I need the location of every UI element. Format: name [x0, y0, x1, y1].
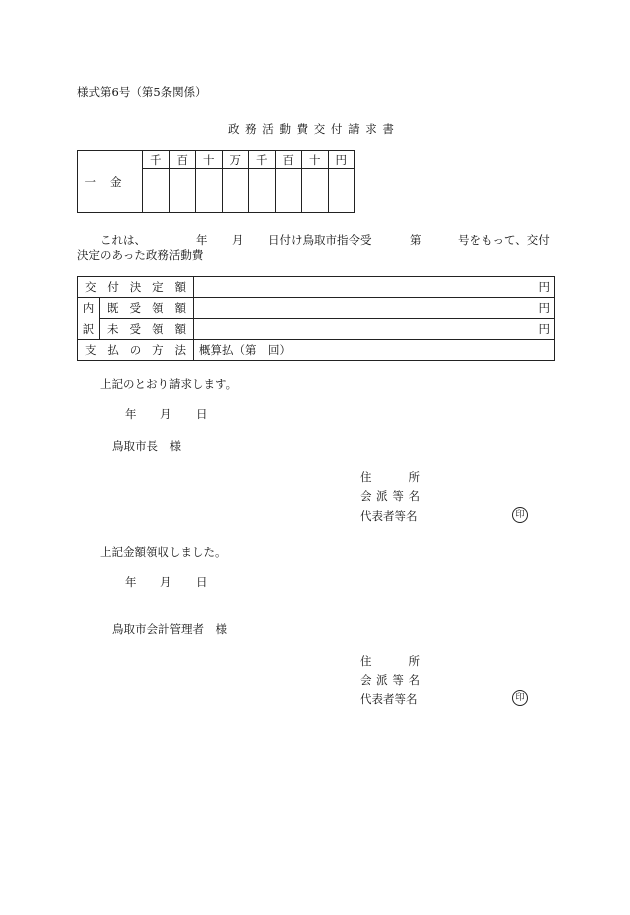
form-number: 様式第6号（第5条関係） — [77, 85, 207, 99]
decided-amount-field[interactable]: 円 — [194, 277, 555, 298]
digit-header: 千 — [249, 151, 276, 169]
decided-amount-label: 交付決定額 — [78, 277, 194, 298]
received-amount-field[interactable]: 円 — [194, 298, 555, 319]
digit-header: 百 — [169, 151, 196, 169]
intro-month: 月 — [232, 233, 244, 247]
digit-header: 千 — [143, 151, 170, 169]
payment-method-label: 支払の方法 — [78, 340, 194, 361]
receipt-date-month: 月 — [160, 575, 172, 589]
digit-header: 万 — [222, 151, 249, 169]
unreceived-amount-field[interactable]: 円 — [194, 319, 555, 340]
intro-go-suffix: 号をもって、交付 — [458, 233, 550, 247]
receipt-date-day: 日 — [196, 575, 208, 589]
intro-dai: 第 — [410, 233, 422, 247]
breakdown-label: 内 訳 — [78, 298, 100, 340]
amount-label: 一金 — [78, 151, 143, 213]
receiver-address-label: 住所 — [360, 654, 420, 668]
intro-date-suffix: 日付け鳥取市指令受 — [268, 233, 372, 247]
digit-input-cell[interactable] — [328, 169, 355, 213]
digit-input-cell[interactable] — [196, 169, 223, 213]
amount-table — [77, 150, 355, 213]
receipt-date-year: 年 — [125, 575, 137, 589]
intro-line2: 決定のあった政務活動費 — [77, 248, 204, 262]
request-date-day: 日 — [196, 407, 208, 421]
seal-icon: 印 — [512, 507, 528, 523]
payment-method-value[interactable]: 概算払（第 回） — [194, 340, 555, 361]
digit-header: 十 — [302, 151, 329, 169]
signer-address-label: 住所 — [360, 470, 420, 484]
digit-input-cell[interactable] — [143, 169, 170, 213]
digit-input-cell[interactable] — [302, 169, 329, 213]
signer-group-label: 会派等名 — [360, 489, 420, 503]
receiver-rep-label: 代表者等名 — [360, 692, 418, 706]
addressee-accountant: 鳥取市会計管理者 様 — [112, 622, 227, 636]
received-amount-label: 既受領額 — [100, 298, 194, 319]
request-text: 上記のとおり請求します。 — [100, 377, 238, 391]
digit-header: 円 — [328, 151, 355, 169]
receiver-group-label: 会派等名 — [360, 673, 420, 687]
digit-input-cell[interactable] — [249, 169, 276, 213]
seal-icon: 印 — [512, 690, 528, 706]
grant-table — [77, 276, 555, 361]
intro-year: 年 — [196, 233, 208, 247]
request-date-month: 月 — [160, 407, 172, 421]
unreceived-amount-label: 未受領額 — [100, 319, 194, 340]
request-date-year: 年 — [125, 407, 137, 421]
receipt-text: 上記金額領収しました。 — [100, 545, 227, 559]
digit-header: 十 — [196, 151, 223, 169]
addressee-mayor: 鳥取市長 様 — [112, 439, 181, 453]
intro-prefix: これは、 — [100, 233, 146, 247]
document-title: 政 務 活 動 費 交 付 請 求 書 — [228, 122, 395, 136]
signer-rep-label: 代表者等名 — [360, 509, 418, 523]
digit-header: 百 — [275, 151, 302, 169]
digit-input-cell[interactable] — [222, 169, 249, 213]
digit-input-cell[interactable] — [169, 169, 196, 213]
digit-input-cell[interactable] — [275, 169, 302, 213]
